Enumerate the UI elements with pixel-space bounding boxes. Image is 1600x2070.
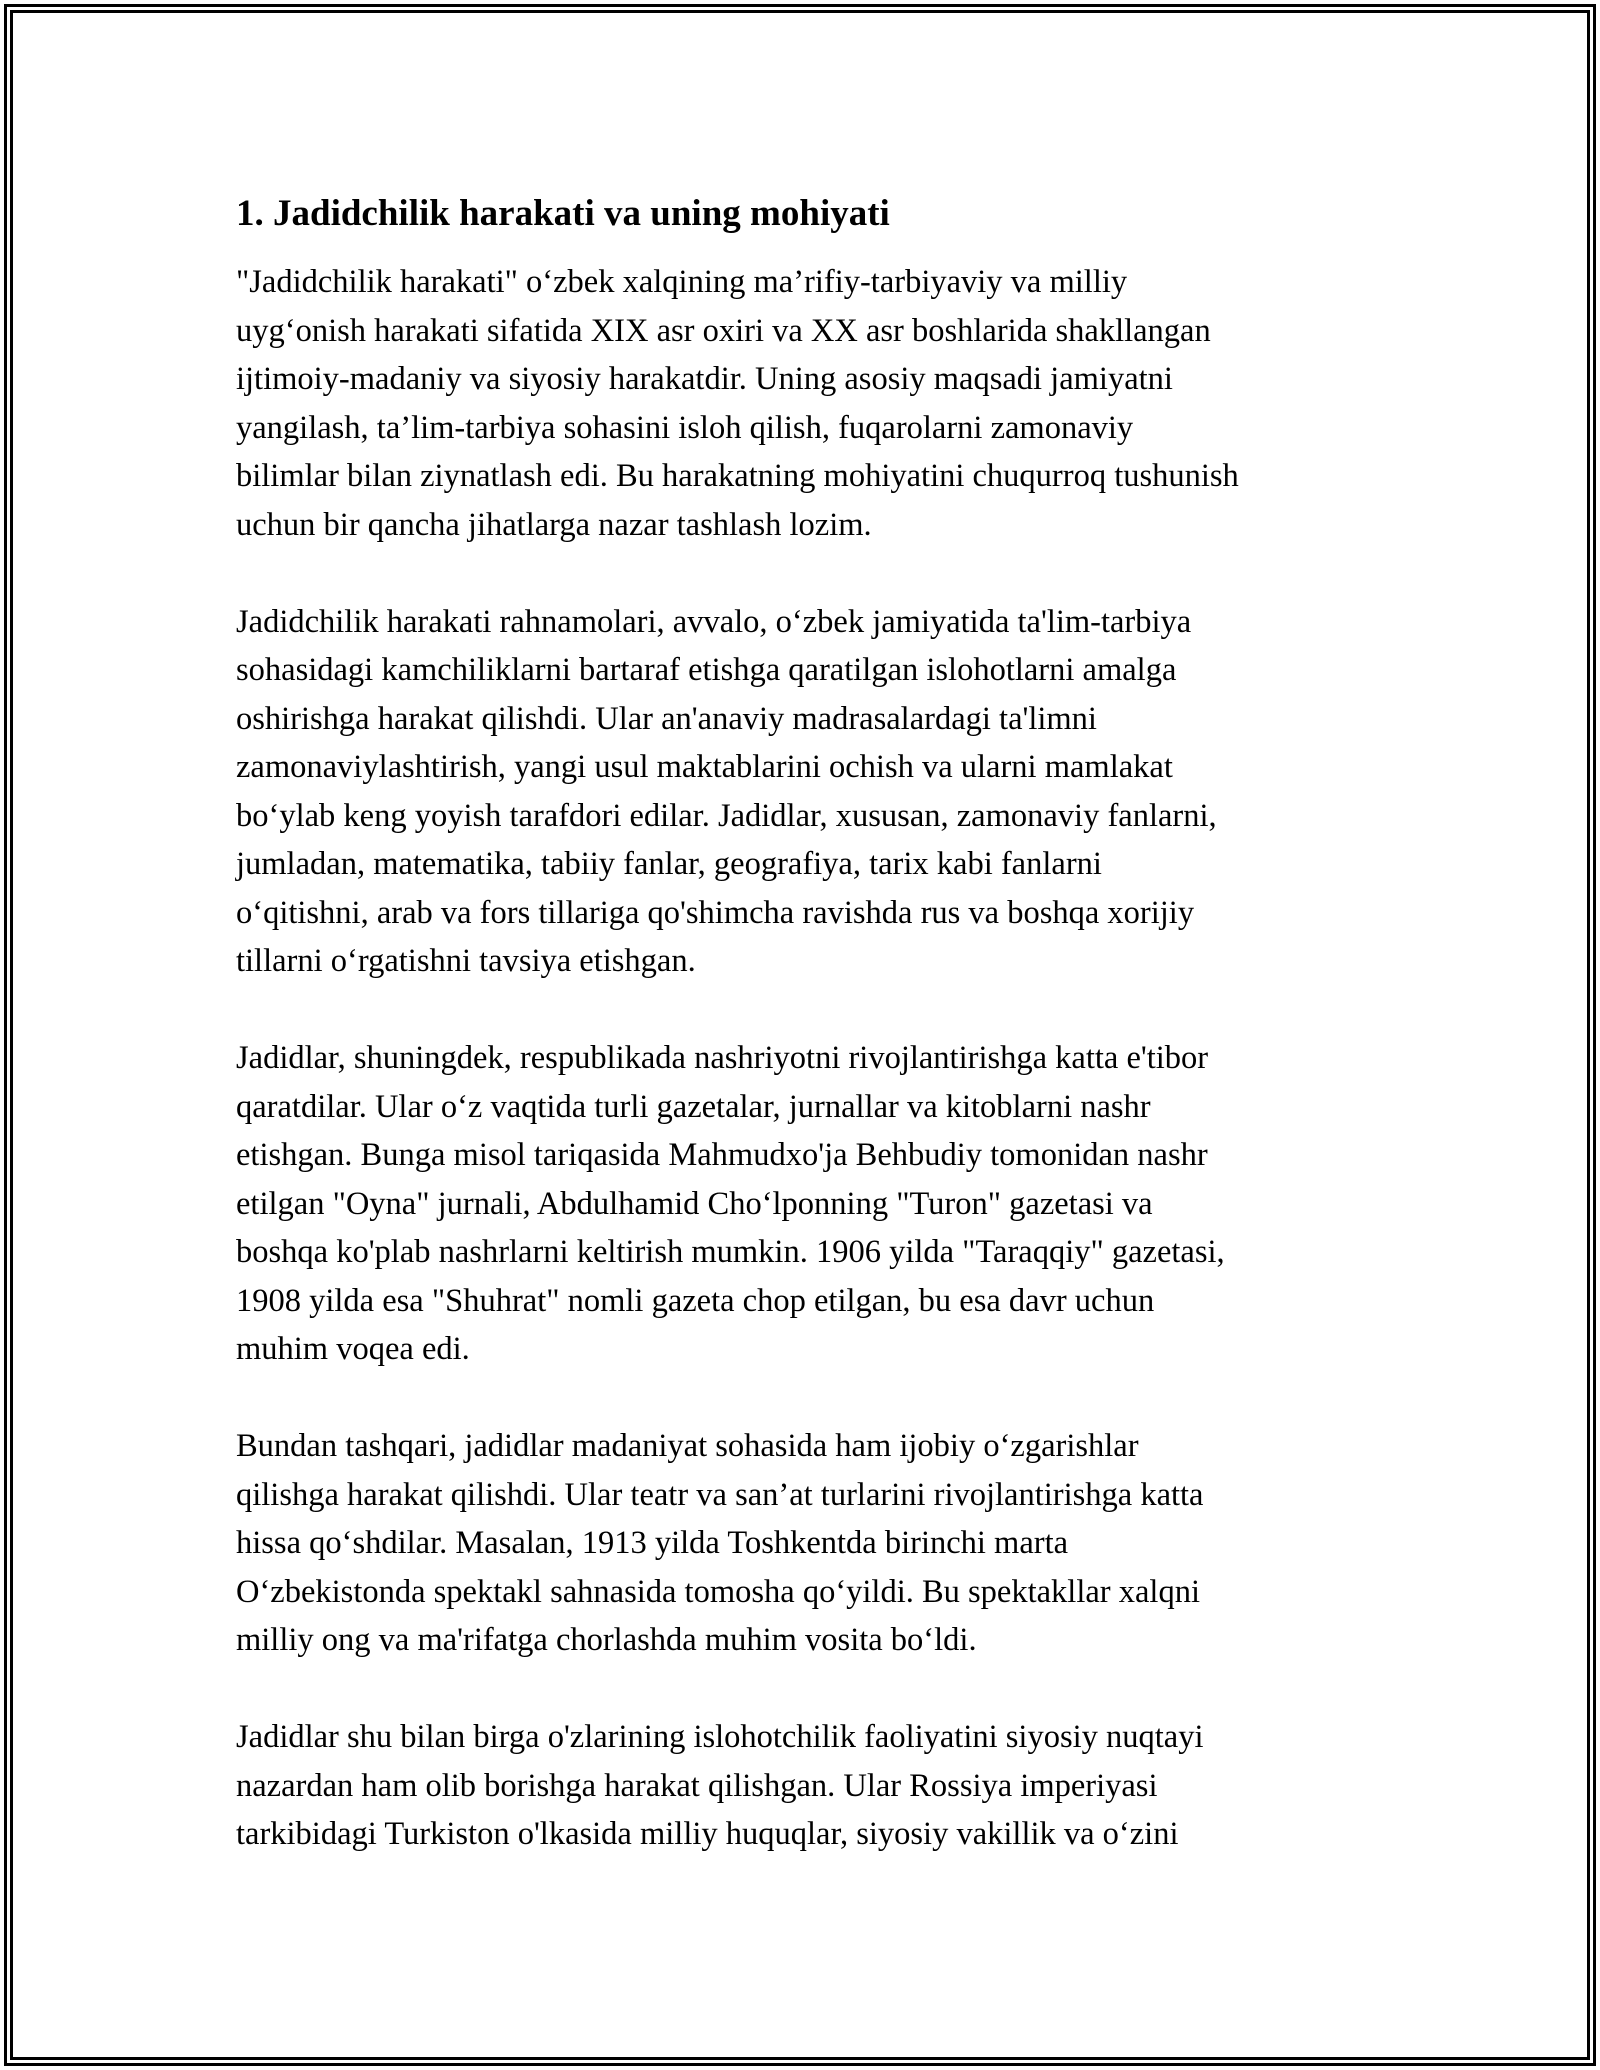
text-line: bo‘ylab keng yoyish tarafdori edilar. Jadidlar, xususan, zamonaviy fanlarni, bbox=[236, 797, 1217, 834]
paragraph-1 bbox=[236, 258, 1396, 549]
text-line: oshirishga harakat qilishdi. Ular an'anaviy madrasalardagi ta'limni bbox=[236, 700, 1097, 737]
text-line: Jadidchilik harakati rahnamolari, avvalo, o‘zbek jamiyatida ta'lim-tarbiya bbox=[236, 603, 1192, 640]
paragraph-5 bbox=[236, 1713, 1396, 1859]
text-line: uyg‘onish harakati sifatida XIX asr oxiri va XX asr boshlarida shakllangan bbox=[236, 312, 1211, 349]
text-line: boshqa ko'plab nashrlarni keltirish mumkin. 1906 yilda "Taraqqiy" gazetasi, bbox=[236, 1234, 1225, 1270]
paragraph-3 bbox=[236, 1034, 1396, 1374]
text-line: 1908 yilda esa "Shuhrat" nomli gazeta chop etilgan, bu esa davr uchun bbox=[236, 1282, 1155, 1319]
text-line: qaratdilar. Ular o‘z vaqtida turli gazetalar, jurnallar va kitoblarni nashr bbox=[236, 1088, 1151, 1125]
section-heading: 1. Jadidchilik harakati va uning mohiyati bbox=[236, 193, 890, 234]
text-line: Jadidlar, shuningdek, respublikada nashriyotni rivojlantirishga katta e'tibor bbox=[236, 1040, 1209, 1076]
text-line: etilgan "Oyna" jurnali, Abdulhamid Cho‘lponning "Turon" gazetasi va bbox=[236, 1185, 1153, 1222]
text-line: sohasidagi kamchiliklarni bartaraf etishga qaratilgan islohotlarni amalga bbox=[236, 652, 1177, 688]
paragraph-4 bbox=[236, 1422, 1396, 1665]
text-line: hissa qo‘shdilar. Masalan, 1913 yilda Toshkentda birinchi marta bbox=[236, 1525, 1069, 1561]
text-line: muhim voqea edi. bbox=[236, 1331, 470, 1367]
text-line: jumladan, matematika, tabiiy fanlar, geografiya, tarix kabi fanlarni bbox=[236, 846, 1102, 882]
text-line: uchun bir qancha jihatlarga nazar tashlash lozim. bbox=[236, 506, 872, 543]
text-line: Jadidlar shu bilan birga o'zlarining islohotchilik faoliyatini siyosiy nuqtayi bbox=[236, 1719, 1204, 1755]
text-line: O‘zbekistonda spektakl sahnasida tomosha qo‘yildi. Bu spektakllar xalqni bbox=[236, 1573, 1200, 1610]
text-line: qilishga harakat qilishdi. Ular teatr va san’at turlarini rivojlantirishga katta bbox=[236, 1476, 1204, 1513]
text-line: "Jadidchilik harakati" o‘zbek xalqining ma’rifiy-tarbiyaviy va milliy bbox=[236, 264, 1128, 300]
text-line: milliy ong va ma'rifatga chorlashda muhim vosita bo‘ldi. bbox=[236, 1622, 977, 1658]
text-line: bilimlar bilan ziynatlash edi. Bu harakatning mohiyatini chuqurroq tushunish bbox=[236, 458, 1239, 494]
text-line: etishgan. Bunga misol tariqasida Mahmudxo'ja Behbudiy tomonidan nashr bbox=[236, 1137, 1208, 1173]
text-line: yangilash, ta’lim-tarbiya sohasini isloh qilish, fuqarolarni zamonaviy bbox=[236, 409, 1134, 446]
text-line: o‘qitishni, arab va fors tillariga qo'shimcha ravishda rus va boshqa xorijiy bbox=[236, 894, 1195, 931]
text-line: Bundan tashqari, jadidlar madaniyat sohasida ham ijobiy o‘zgarishlar bbox=[236, 1428, 1139, 1464]
text-line: zamonaviylashtirish, yangi usul maktablarini ochish va ularni mamlakat bbox=[236, 749, 1173, 785]
text-line: tillarni o‘rgatishni tavsiya etishgan. bbox=[236, 943, 696, 979]
document-body bbox=[236, 188, 1396, 1859]
paragraph-2 bbox=[236, 598, 1396, 986]
text-line: ijtimoiy-madaniy va siyosiy harakatdir. Uning asosiy maqsadi jamiyatni bbox=[236, 361, 1173, 397]
text-line: tarkibidagi Turkiston o'lkasida milliy huquqlar, siyosiy vakillik va o‘zini bbox=[236, 1816, 1179, 1852]
text-line: nazardan ham olib borishga harakat qilishgan. Ular Rossiya imperiyasi bbox=[236, 1767, 1158, 1804]
